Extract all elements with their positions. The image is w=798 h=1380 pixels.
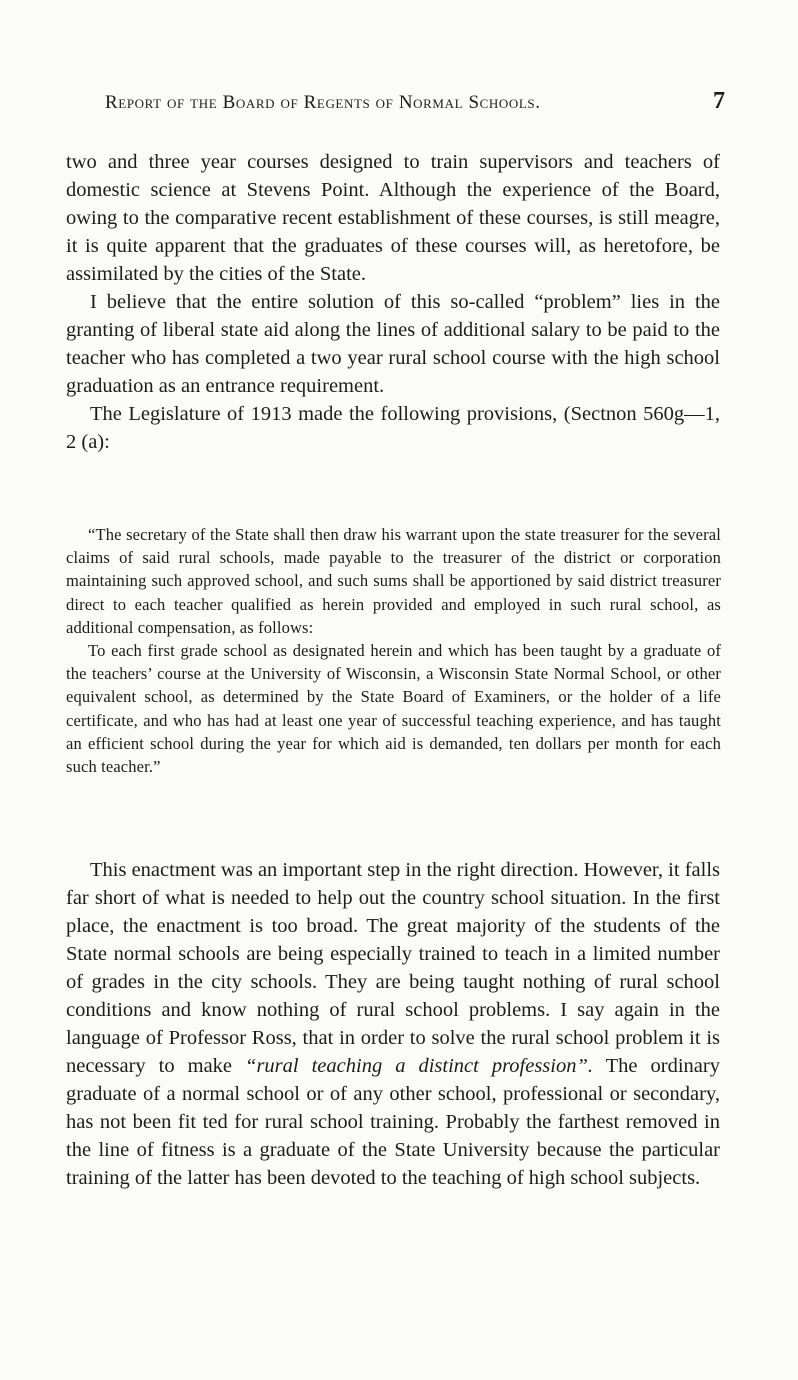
- body-text-lower: [66, 856, 720, 1192]
- running-header: [95, 88, 725, 122]
- paragraph-4: [66, 856, 720, 1192]
- paragraph-4-end: The ordinary graduate of a normal school or of any other school, professional or secondary, has not been fit ted for rural school training. Probably the farthest removed in the line of fitness is a graduate of the State University because the particular training of the latter has been devoted to the teaching of high school subjects.: [66, 1055, 720, 1189]
- quotation-paragraph-1: “The secretary of the State shall then draw his warrant upon the state treasurer for the several claims of said rural schools, made payable to the treasurer of the district or corporation maintaining such approved school, and such sums shall be apportioned by said district treasurer direct to each teacher qualified as herein provided and employed in such rural school, as additional compensation, as follows:: [66, 525, 721, 637]
- statute-quotation: [66, 523, 721, 778]
- header-title: Report of the Board of Regents of Normal Schools.: [105, 92, 541, 113]
- body-text-upper: [66, 148, 720, 456]
- paragraph-1: two and three year courses designed to train supervisors and teachers of domestic science at Stevens Point. Although the experience of the Board, owing to the comparative recent establishment of these courses, is still meagre, it is quite apparent that the graduates of these courses will, as heretofore, be assimilated by the cities of the State.: [66, 151, 720, 285]
- paragraph-4-start: This enactment was an important step in the right direction. However, it falls far short of what is needed to help out the country school situation. In the first place, the enactment is too broad. The great majority of the students of the State normal schools are being especially trained to teach in a limited number of grades in the city schools. They are being taught nothing of rural school conditions and know nothing of rural school problems. I say again in the language of Professor Ross, that in order to solve the rural school problem it is necessary to make: [66, 859, 720, 1077]
- paragraph-3: The Legislature of 1913 made the following provisions, (Sectnon 560g—1, 2 (a):: [66, 403, 720, 453]
- quotation-paragraph-2: To each first grade school as designated herein and which has been taught by a graduate of the teachers’ course at the University of Wisconsin, a Wisconsin State Normal School, or other equivalent school, as determined by the State Board of Examiners, or the holder of a life certificate, and who has had at least one year of successful teaching experience, and has taught an efficient school during the year for which aid is demanded, ten dollars per month for each such teacher.”: [66, 641, 721, 777]
- page-number: 7: [713, 88, 725, 114]
- paragraph-2: I believe that the entire solution of this so-called “problem” lies in the granting of liberal state aid along the lines of additional salary to be paid to the teacher who has completed a two year rural school course with the high school graduation as an entrance requirement.: [66, 291, 720, 397]
- paragraph-4-italic-quote: “rural teaching a distinct profession”.: [245, 1055, 594, 1077]
